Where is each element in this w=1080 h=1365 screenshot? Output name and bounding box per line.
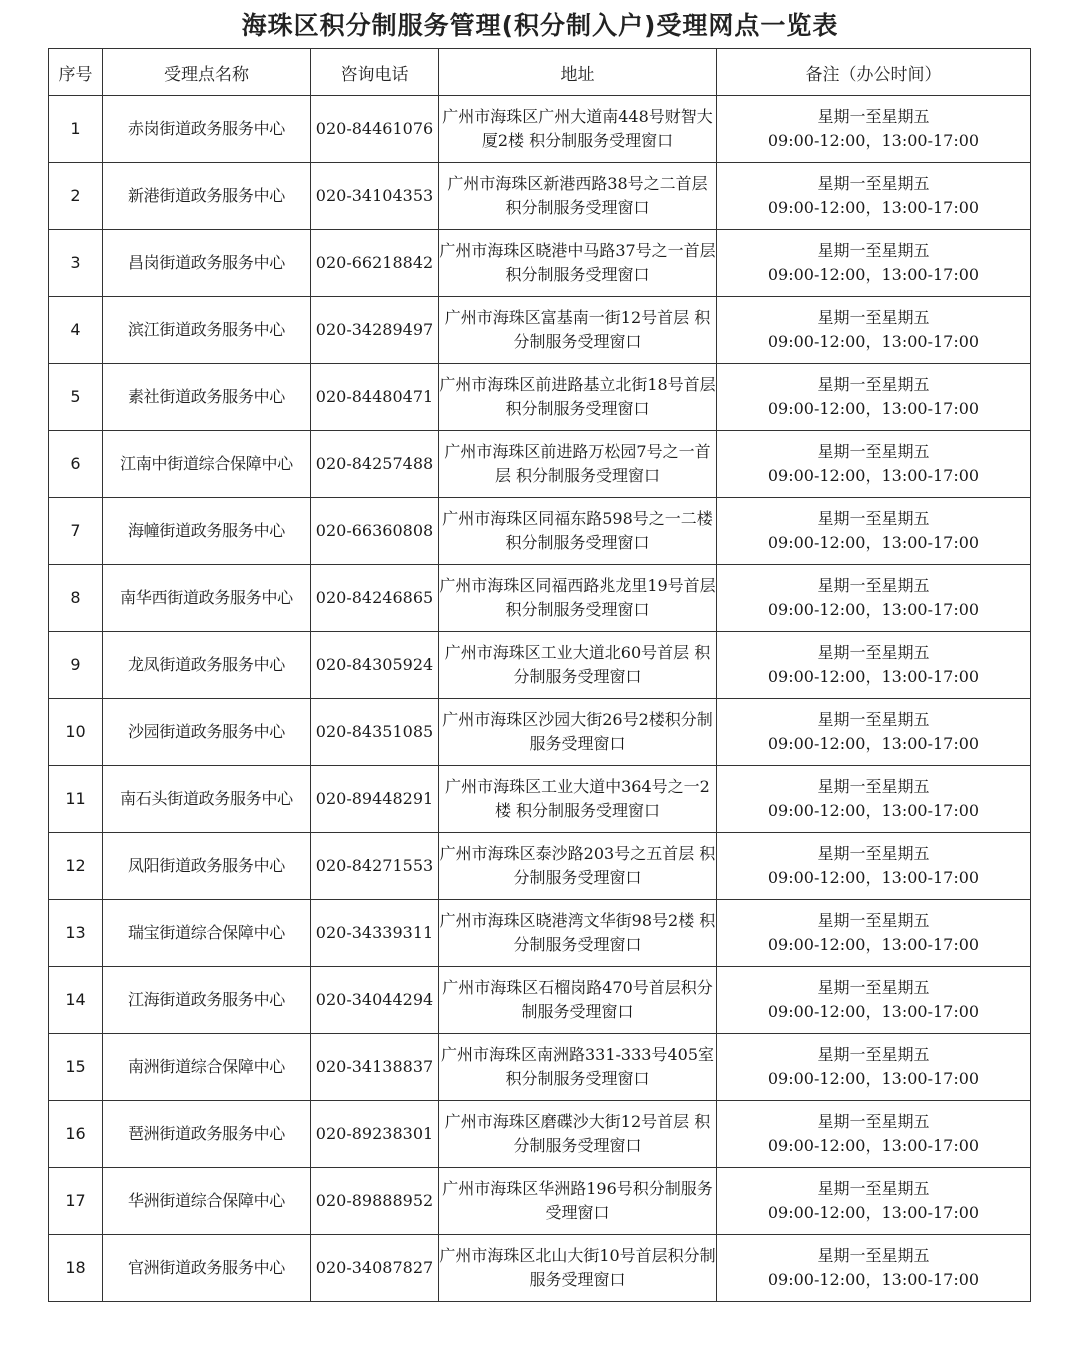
row-phone: 020-34339311	[311, 900, 439, 967]
row-seq: 11	[49, 766, 103, 833]
row-address: 广州市海珠区南洲路331-333号405室 积分制服务受理窗口	[439, 1034, 717, 1101]
table-row	[49, 632, 1031, 699]
table-row	[49, 1168, 1031, 1235]
row-name: 新港街道政务服务中心	[103, 163, 311, 230]
row-seq: 10	[49, 699, 103, 766]
row-note	[717, 163, 1031, 230]
row-name: 江南中街道综合保障中心	[103, 431, 311, 498]
row-name: 南洲街道综合保障中心	[103, 1034, 311, 1101]
row-seq: 4	[49, 297, 103, 364]
row-note	[717, 833, 1031, 900]
row-address: 广州市海珠区新港西路38号之二首层 积分制服务受理窗口	[439, 163, 717, 230]
row-hours: 09:00-12:00，13:00-17:00	[767, 265, 980, 284]
row-days: 星期一至星期五	[817, 844, 930, 863]
table-row	[49, 230, 1031, 297]
table-row	[49, 1101, 1031, 1168]
row-days: 星期一至星期五	[817, 1179, 930, 1198]
row-days: 星期一至星期五	[817, 107, 930, 126]
row-name: 海幢街道政务服务中心	[103, 498, 311, 565]
row-seq: 13	[49, 900, 103, 967]
row-seq: 2	[49, 163, 103, 230]
row-seq: 1	[49, 96, 103, 163]
row-phone: 020-66360808	[311, 498, 439, 565]
row-address: 广州市海珠区泰沙路203号之五首层 积分制服务受理窗口	[439, 833, 717, 900]
row-name: 官洲街道政务服务中心	[103, 1235, 311, 1302]
row-seq: 3	[49, 230, 103, 297]
row-note	[717, 1168, 1031, 1235]
row-phone: 020-34289497	[311, 297, 439, 364]
row-note	[717, 967, 1031, 1034]
row-hours: 09:00-12:00，13:00-17:00	[767, 131, 980, 150]
row-note	[717, 96, 1031, 163]
row-phone: 020-84305924	[311, 632, 439, 699]
row-address: 广州市海珠区工业大道中364号之一2楼 积分制服务受理窗口	[439, 766, 717, 833]
row-phone: 020-34087827	[311, 1235, 439, 1302]
row-hours: 09:00-12:00，13:00-17:00	[767, 1203, 980, 1222]
row-address: 广州市海珠区前进路基立北街18号首层 积分制服务受理窗口	[439, 364, 717, 431]
row-seq: 17	[49, 1168, 103, 1235]
table-row	[49, 1034, 1031, 1101]
row-hours: 09:00-12:00，13:00-17:00	[767, 332, 980, 351]
row-days: 星期一至星期五	[817, 442, 930, 461]
row-days: 星期一至星期五	[817, 1112, 930, 1131]
service-points-table	[48, 48, 1031, 1302]
row-address: 广州市海珠区前进路万松园7号之一首层 积分制服务受理窗口	[439, 431, 717, 498]
row-phone: 020-66218842	[311, 230, 439, 297]
row-address: 广州市海珠区华洲路196号积分制服务受理窗口	[439, 1168, 717, 1235]
row-name: 瑞宝街道综合保障中心	[103, 900, 311, 967]
header-note: 备注（办公时间）	[717, 49, 1031, 96]
header-phone: 咨询电话	[311, 49, 439, 96]
row-hours: 09:00-12:00，13:00-17:00	[767, 935, 980, 954]
row-name: 琶洲街道政务服务中心	[103, 1101, 311, 1168]
row-days: 星期一至星期五	[817, 509, 930, 528]
row-phone: 020-89448291	[311, 766, 439, 833]
row-phone: 020-84271553	[311, 833, 439, 900]
row-name: 沙园街道政务服务中心	[103, 699, 311, 766]
row-address: 广州市海珠区晓港湾文华街98号2楼 积分制服务受理窗口	[439, 900, 717, 967]
row-hours: 09:00-12:00，13:00-17:00	[767, 600, 980, 619]
row-days: 星期一至星期五	[817, 911, 930, 930]
row-seq: 9	[49, 632, 103, 699]
table-row	[49, 833, 1031, 900]
row-days: 星期一至星期五	[817, 241, 930, 260]
table-row	[49, 766, 1031, 833]
row-note	[717, 431, 1031, 498]
row-address: 广州市海珠区同福西路兆龙里19号首层 积分制服务受理窗口	[439, 565, 717, 632]
row-hours: 09:00-12:00，13:00-17:00	[767, 801, 980, 820]
row-seq: 14	[49, 967, 103, 1034]
row-note	[717, 699, 1031, 766]
row-seq: 5	[49, 364, 103, 431]
table-header-row	[49, 49, 1031, 96]
row-days: 星期一至星期五	[817, 308, 930, 327]
row-address: 广州市海珠区石榴岗路470号首层积分制服务受理窗口	[439, 967, 717, 1034]
row-days: 星期一至星期五	[817, 576, 930, 595]
row-days: 星期一至星期五	[817, 1246, 930, 1265]
row-phone: 020-84480471	[311, 364, 439, 431]
page-title: 海珠区积分制服务管理(积分制入户)受理网点一览表	[241, 11, 839, 40]
row-seq: 8	[49, 565, 103, 632]
row-phone: 020-84246865	[311, 565, 439, 632]
row-name: 江海街道政务服务中心	[103, 967, 311, 1034]
row-hours: 09:00-12:00，13:00-17:00	[767, 198, 980, 217]
row-address: 广州市海珠区北山大街10号首层积分制服务受理窗口	[439, 1235, 717, 1302]
row-phone: 020-89888952	[311, 1168, 439, 1235]
table-row	[49, 565, 1031, 632]
row-note	[717, 1101, 1031, 1168]
row-phone: 020-84257488	[311, 431, 439, 498]
row-name: 华洲街道综合保障中心	[103, 1168, 311, 1235]
row-address: 广州市海珠区同福东路598号之一二楼 积分制服务受理窗口	[439, 498, 717, 565]
row-name: 素社街道政务服务中心	[103, 364, 311, 431]
row-days: 星期一至星期五	[817, 710, 930, 729]
row-note	[717, 766, 1031, 833]
row-hours: 09:00-12:00，13:00-17:00	[767, 734, 980, 753]
row-address: 广州市海珠区富基南一街12号首层 积分制服务受理窗口	[439, 297, 717, 364]
table-row	[49, 967, 1031, 1034]
table-row	[49, 699, 1031, 766]
row-hours: 09:00-12:00，13:00-17:00	[767, 466, 980, 485]
row-phone: 020-34044294	[311, 967, 439, 1034]
header-name: 受理点名称	[103, 49, 311, 96]
row-note	[717, 565, 1031, 632]
row-phone: 020-84351085	[311, 699, 439, 766]
row-phone: 020-34104353	[311, 163, 439, 230]
row-seq: 18	[49, 1235, 103, 1302]
table-row	[49, 498, 1031, 565]
row-note	[717, 364, 1031, 431]
table-row	[49, 900, 1031, 967]
row-address: 广州市海珠区沙园大街26号2楼积分制服务受理窗口	[439, 699, 717, 766]
row-name: 滨江街道政务服务中心	[103, 297, 311, 364]
row-hours: 09:00-12:00，13:00-17:00	[767, 1270, 980, 1289]
table-body	[49, 96, 1031, 1302]
table-row	[49, 163, 1031, 230]
row-seq: 16	[49, 1101, 103, 1168]
row-hours: 09:00-12:00，13:00-17:00	[767, 1136, 980, 1155]
row-hours: 09:00-12:00，13:00-17:00	[767, 1002, 980, 1021]
row-note	[717, 230, 1031, 297]
row-hours: 09:00-12:00，13:00-17:00	[767, 667, 980, 686]
row-note	[717, 632, 1031, 699]
table-row	[49, 431, 1031, 498]
row-address: 广州市海珠区晓港中马路37号之一首层 积分制服务受理窗口	[439, 230, 717, 297]
row-phone: 020-84461076	[311, 96, 439, 163]
row-address: 广州市海珠区广州大道南448号财智大厦2楼 积分制服务受理窗口	[439, 96, 717, 163]
row-hours: 09:00-12:00，13:00-17:00	[767, 1069, 980, 1088]
row-name: 龙凤街道政务服务中心	[103, 632, 311, 699]
row-address: 广州市海珠区工业大道北60号首层 积分制服务受理窗口	[439, 632, 717, 699]
row-note	[717, 900, 1031, 967]
row-phone: 020-34138837	[311, 1034, 439, 1101]
header-address: 地址	[439, 49, 717, 96]
row-hours: 09:00-12:00，13:00-17:00	[767, 399, 980, 418]
row-note	[717, 1034, 1031, 1101]
row-name: 凤阳街道政务服务中心	[103, 833, 311, 900]
row-note	[717, 1235, 1031, 1302]
row-phone: 020-89238301	[311, 1101, 439, 1168]
row-name: 赤岗街道政务服务中心	[103, 96, 311, 163]
row-days: 星期一至星期五	[817, 777, 930, 796]
row-name: 南华西街道政务服务中心	[103, 565, 311, 632]
table-row	[49, 96, 1031, 163]
row-hours: 09:00-12:00，13:00-17:00	[767, 533, 980, 552]
row-address: 广州市海珠区磨碟沙大街12号首层 积分制服务受理窗口	[439, 1101, 717, 1168]
row-seq: 7	[49, 498, 103, 565]
table-row	[49, 364, 1031, 431]
row-days: 星期一至星期五	[817, 978, 930, 997]
row-seq: 6	[49, 431, 103, 498]
row-name: 南石头街道政务服务中心	[103, 766, 311, 833]
row-days: 星期一至星期五	[817, 174, 930, 193]
row-days: 星期一至星期五	[817, 375, 930, 394]
header-seq: 序号	[49, 49, 103, 96]
table-row	[49, 297, 1031, 364]
row-hours: 09:00-12:00，13:00-17:00	[767, 868, 980, 887]
row-days: 星期一至星期五	[817, 643, 930, 662]
row-name: 昌岗街道政务服务中心	[103, 230, 311, 297]
row-seq: 12	[49, 833, 103, 900]
row-days: 星期一至星期五	[817, 1045, 930, 1064]
row-seq: 15	[49, 1034, 103, 1101]
row-note	[717, 498, 1031, 565]
row-note	[717, 297, 1031, 364]
table-row	[49, 1235, 1031, 1302]
